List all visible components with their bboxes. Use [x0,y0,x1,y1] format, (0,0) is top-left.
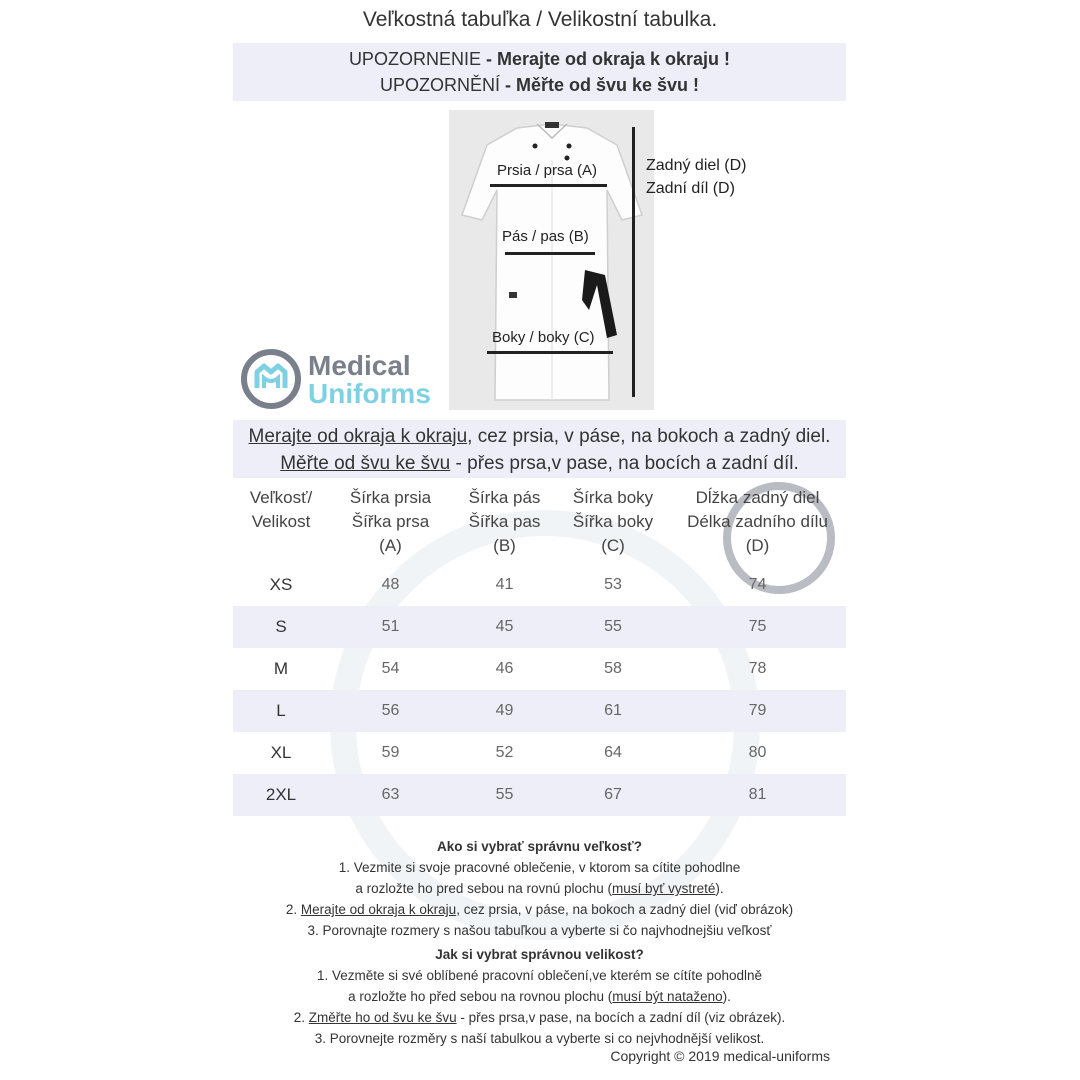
text-underlined: musí být nataženo [612,989,723,1004]
cell-size: L [276,701,286,720]
text-underlined: Merajte od okraja k okraju [300,902,457,917]
header-line: Dĺžka zadný diel [695,488,820,507]
cell-chest: 56 [381,702,400,719]
cell-size: 2XL [265,785,297,804]
header-line: Šírka boky [572,488,654,507]
help-cz-line1: 1. Vezměte si své oblíbené pracovní oblečení,ve kterém se cítíte pohodlně [316,968,762,983]
header-back [669,486,846,564]
cell-size: XS [269,575,293,594]
instr-cz-rest: - přes prsa,v pase, na bocích a zadní díl. [450,453,799,474]
cell-chest: 54 [381,660,400,677]
header-line: Délka zadního dílu [687,512,828,531]
cell-hips: 55 [604,618,622,635]
table-header [233,486,846,564]
help-sk [233,836,846,941]
warning-sk-text: - Merajte od okraja k okraju ! [485,49,731,69]
cell-waist: 45 [495,618,514,635]
help-sk-line1: 1. Vezmite si svoje pracovné oblečenie, v ktorom sa cítite pohodlne [338,860,741,875]
text: - přes prsa,v pase, na bocích a zadní díl (viz obrázek). [456,1010,786,1025]
warning-cz-label: UPOZORNĚNÍ [379,75,500,95]
text-underlined: Změřte ho od švu ke švu [308,1010,457,1025]
measure-instructions [233,420,846,478]
cell-back: 80 [748,744,767,761]
instr-cz-underlined: Měřte od švu ke švu [280,453,451,474]
help-cz-line4: 3. Porovnejte rozměry s naší tabulkou a vyberte si co nejvhodnější velikost. [314,1031,765,1046]
help-sk-heading: Ako si vybrať správnu veľkosť? [437,839,642,854]
text: ). [715,881,724,896]
help-sk-line3 [233,899,846,920]
warning-box [233,43,846,101]
table-row [233,774,846,816]
logo-text-medical: Medical [308,350,411,381]
cell-waist: 52 [495,744,514,761]
cell-hips: 64 [604,744,622,761]
header-line: Velikost [251,512,311,531]
text: a rozložte ho před sebou na rovnou plochu ( [348,989,613,1004]
text: a rozložte ho pred sebou na rovnú plochu ( [355,881,613,896]
back-label-sk: Zadný diel (D) [646,157,747,174]
help-cz [233,944,846,1049]
header-line: (B) [493,536,516,555]
table-row [233,564,846,606]
cell-hips: 67 [604,786,622,803]
logo-text-uniforms: Uniforms [308,378,431,409]
cell-chest: 63 [381,786,400,803]
instr-sk-underlined: Merajte od okraja k okraju [248,426,468,447]
header-line: Šírka prsia [349,488,432,507]
cell-waist: 55 [495,786,514,803]
cell-waist: 49 [495,702,514,719]
header-waist [452,486,557,564]
back-label-cz: Zadní díl (D) [646,180,735,197]
table-row [233,732,846,774]
cell-size: XL [270,743,292,762]
header-line: (D) [745,536,770,555]
table-row [233,648,846,690]
text: , cez prsia, v páse, na bokoch a zadný diel (viď obrázok) [456,902,794,917]
cell-back: 79 [748,702,767,719]
back-length-line [632,127,635,397]
text: ). [722,989,731,1004]
help-cz-line2 [233,986,846,1007]
cell-hips: 61 [604,702,622,719]
header-line: Šírka pás [468,488,541,507]
help-cz-heading: Jak si vybrat správnou velikost? [435,947,644,962]
cell-back: 75 [748,618,767,635]
text-underlined: musí byť vystreté [612,881,716,896]
page-title: Veľkostná tabuľka / Velikostní tabulka. [362,8,718,31]
warning-cz-text: - Měřte od švu ke švu ! [504,75,700,95]
hips-line [487,351,613,354]
cell-back: 74 [748,576,767,593]
text: 2. [293,1010,309,1025]
coat-figure [449,110,654,410]
warning-sk-label: UPOZORNENIE [348,49,481,69]
waist-label: Pás / pas (B) [502,228,589,245]
cell-hips: 58 [604,660,622,677]
cell-back: 78 [748,660,767,677]
cell-size: S [275,617,287,636]
table-row [233,606,846,648]
help-cz-line3 [233,1007,846,1028]
cell-size: M [273,659,289,678]
table-row [233,690,846,732]
header-chest [329,486,452,564]
cell-hips: 53 [604,576,622,593]
header-hips [557,486,669,564]
cell-chest: 51 [381,618,400,635]
help-sk-line2 [233,878,846,899]
chest-label: Prsia / prsa (A) [497,162,598,179]
medical-uniforms-logo-icon [240,348,302,410]
cell-chest: 59 [381,744,400,761]
instr-sk-rest: , cez prsia, v páse, na bokoch a zadný diel. [467,426,831,447]
copyright: Copyright © 2019 medical-uniforms [610,1048,830,1064]
header-size [233,486,329,564]
size-table [233,486,846,816]
cell-waist: 41 [495,576,514,593]
header-line: (A) [379,536,402,555]
header-line: Šířka prsa [351,512,430,531]
text: 2. [285,902,301,917]
cell-waist: 46 [495,660,514,677]
hips-label: Boky / boky (C) [492,329,595,346]
header-line: (C) [601,536,625,555]
cell-chest: 48 [381,576,400,593]
help-sk-line4: 3. Porovnajte rozmery s našou tabuľkou a vyberte si čo najvhodnejšiu veľkosť [307,923,772,938]
cell-back: 81 [748,786,767,803]
chest-line [490,184,607,187]
header-line: Šířka pas [468,512,541,531]
header-line: Šířka boky [572,512,654,531]
header-line: Veľkosť/ [249,488,313,507]
back-length-label [646,154,746,200]
waist-line [505,252,595,255]
